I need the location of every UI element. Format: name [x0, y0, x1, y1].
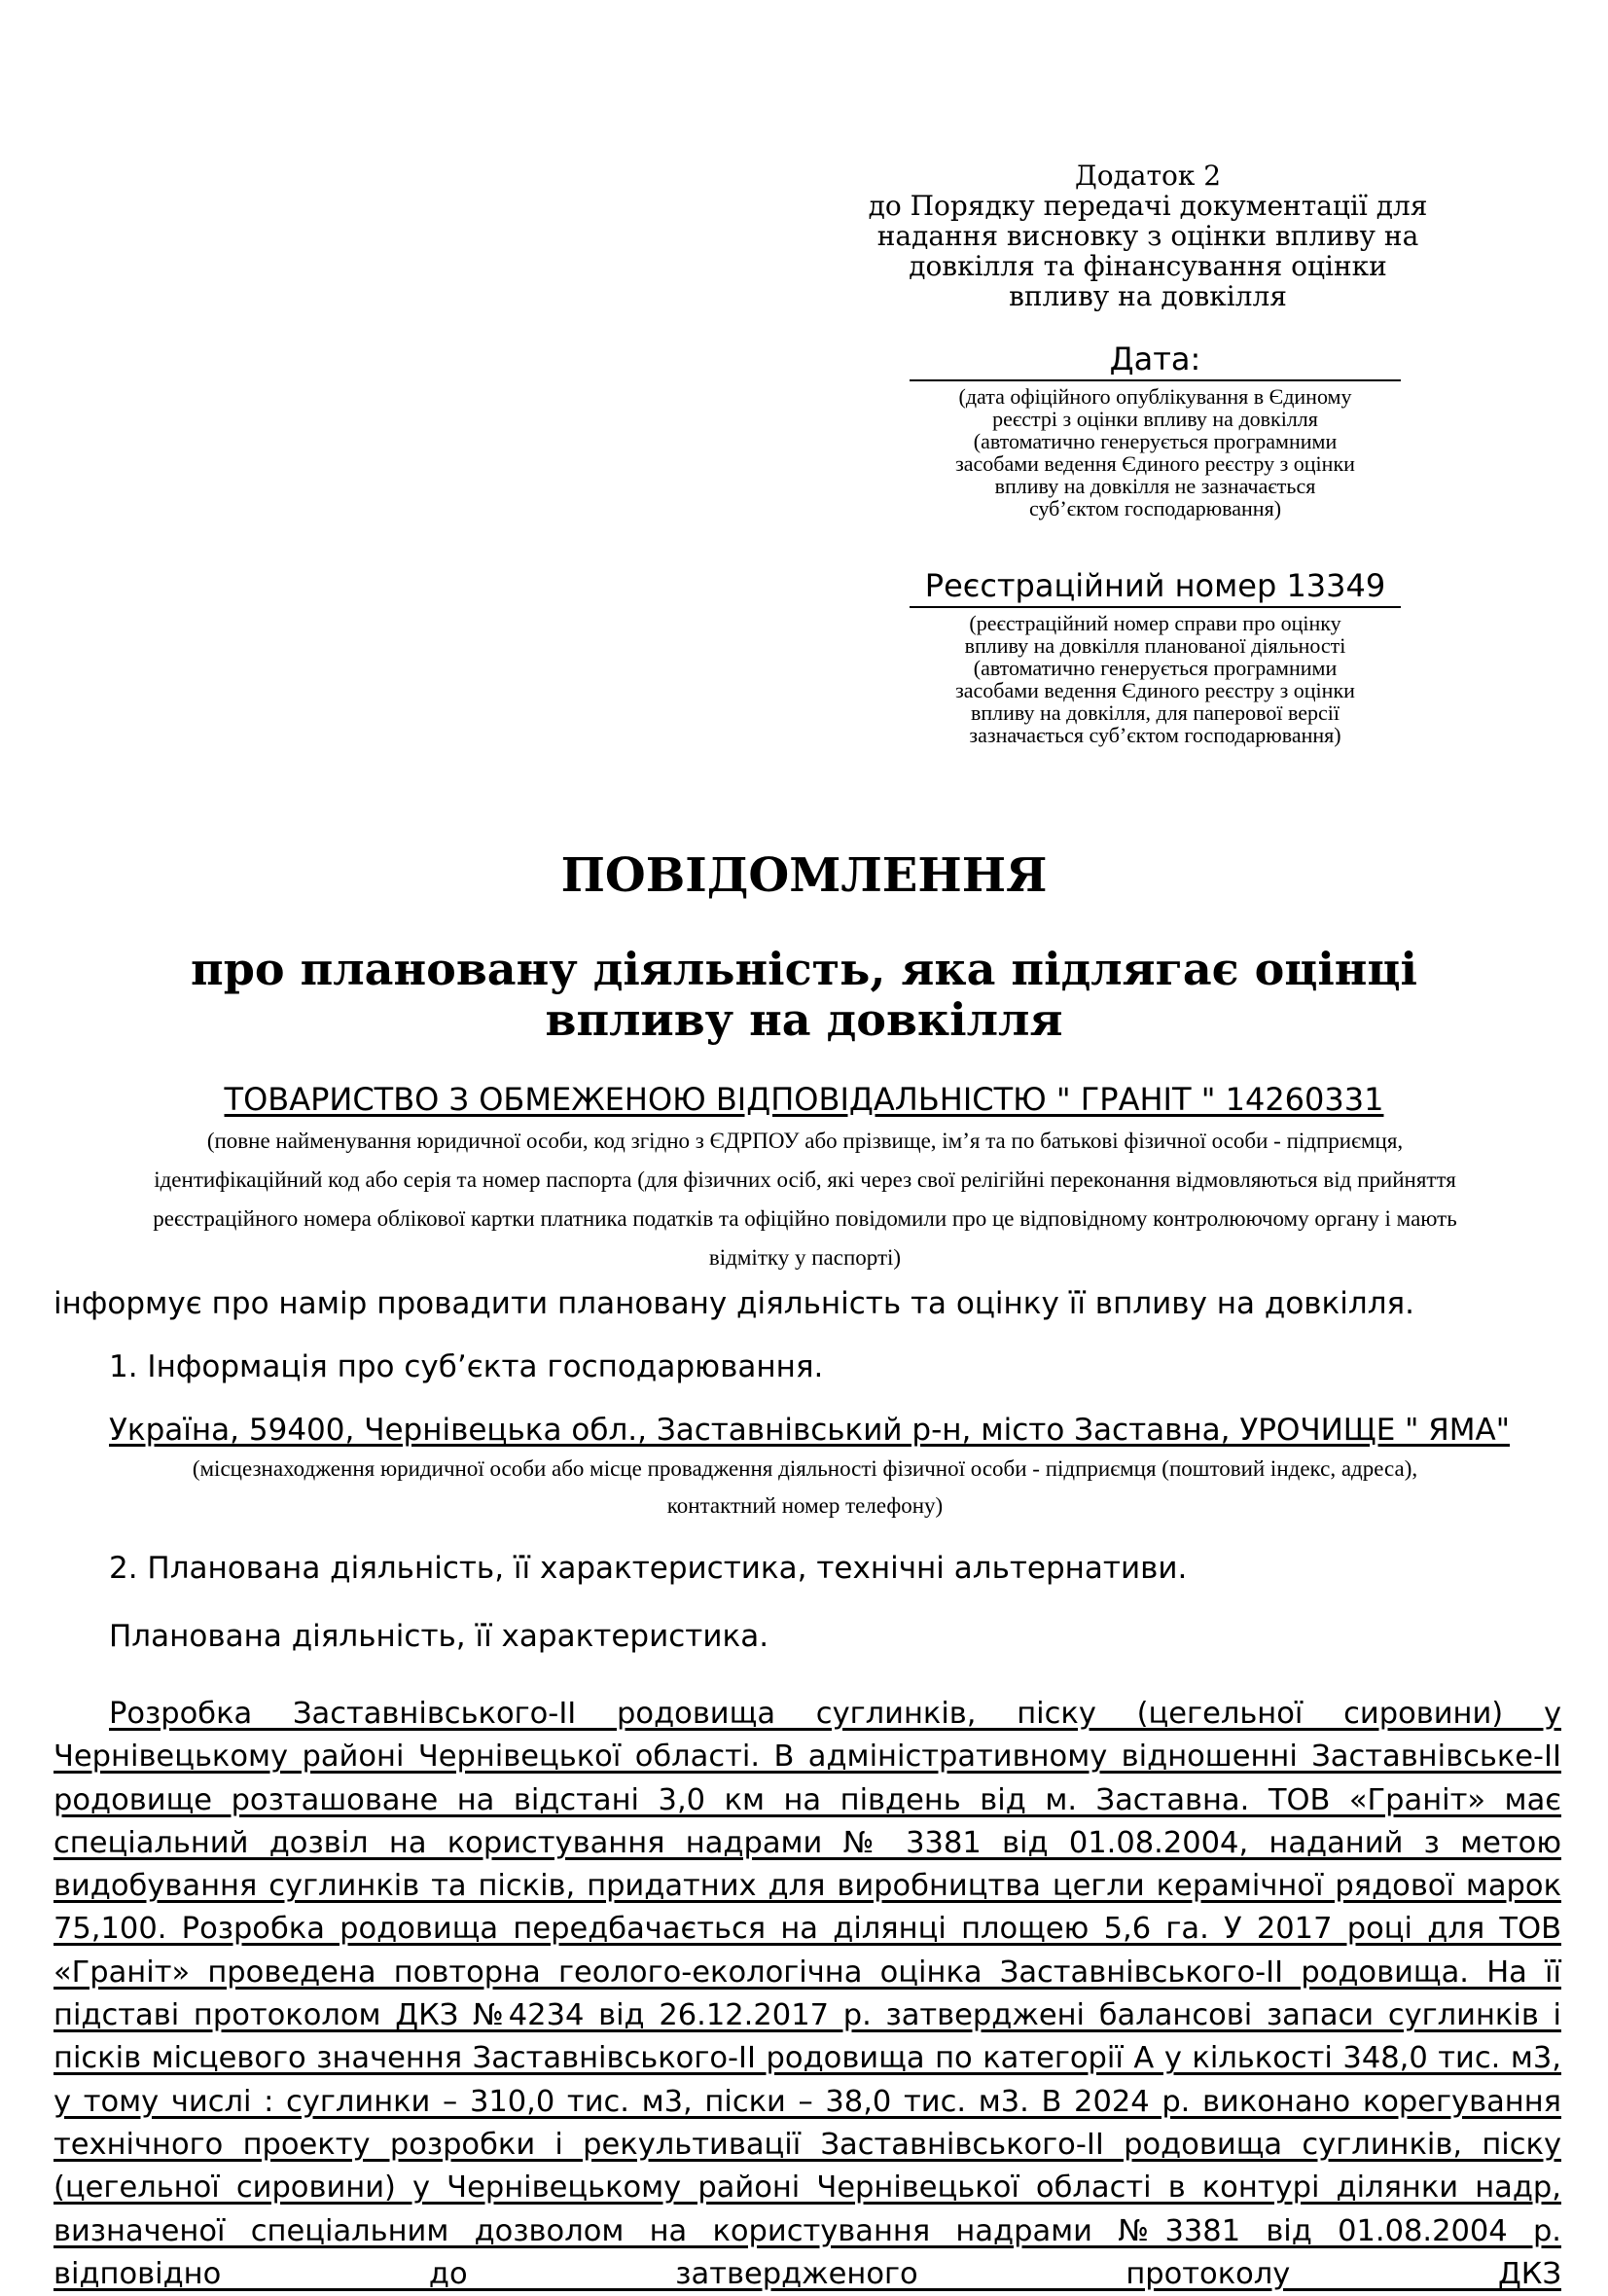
company-note-line: реєстраційного номера облікової картки платника податків та офіційно повідомили про це відповідному контролюючому органу і мають [153, 1206, 1457, 1231]
location-note [54, 1451, 1556, 1525]
registration-number: Реєстраційний номер 13349 [910, 567, 1401, 608]
activity-description [54, 1693, 1561, 2296]
company-note [54, 1122, 1556, 1277]
company-note-line: (повне найменування юридичної особи, код згідно з ЄДРПОУ або прізвище, ім’я та по батькові фізичної особи - підприємця, [206, 1129, 1404, 1153]
location-note-line: (місцезнаходження юридичної особи або місце провадження діяльності фізичної особи - підприємця (поштовий індекс, адреса), [192, 1456, 1418, 1481]
location-address: Україна, 59400, Чернівецька обл., Заставнівський р-н, місто Заставна, УРОЧИЩЕ " ЯМА" [109, 1413, 1511, 1448]
informs-statement: інформує про намір провадити плановану діяльність та оцінку її впливу на довкілля. [54, 1286, 1415, 1321]
location-line [109, 1411, 1510, 1450]
date-block [910, 341, 1401, 520]
company-note-line: ідентифікаційний код або серія та номер паспорта (для фізичних осіб, які через свої релігійні переконання відмовляються від прийняття [154, 1167, 1456, 1192]
registration-block [910, 567, 1401, 746]
date-note-line: реєстрі з оцінки впливу на довкілля [992, 407, 1318, 431]
company-name-line [0, 1080, 1608, 1119]
appendix-line: Додаток 2 [1074, 160, 1222, 192]
company-name: ТОВАРИСТВО З ОБМЕЖЕНОЮ ВІДПОВІДАЛЬНІСТЮ " ГРАНІТ " 14260331 [224, 1081, 1384, 1118]
section2-subheading: Планована діяльність, її характеристика. [109, 1619, 769, 1654]
registration-note [910, 612, 1401, 746]
registration-note-line: (автоматично генерується програмними [973, 656, 1338, 680]
date-label: Дата: [910, 341, 1401, 381]
registration-note-line: впливу на довкілля планованої діяльності [964, 633, 1346, 658]
document-title: ПОВІДОМЛЕННЯ [560, 848, 1048, 903]
section1-heading: 1. Інформація про суб’єкта господарювання. [109, 1349, 824, 1384]
document-subtitle [0, 944, 1608, 1045]
registration-note-line: засобами ведення Єдиного реєстру з оцінки [955, 678, 1355, 702]
date-note-line: (автоматично генерується програмними [973, 429, 1338, 453]
appendix-line: довкілля та фінансування оцінки [909, 250, 1387, 282]
date-note [910, 385, 1401, 520]
section2-heading: 2. Планована діяльність, її характеристика, технічні альтернативи. [109, 1551, 1188, 1586]
company-note-line: відмітку у паспорті) [708, 1245, 902, 1270]
appendix-line: впливу на довкілля [1009, 280, 1287, 312]
registration-note-line: впливу на довкілля, для паперової версії [971, 700, 1340, 725]
appendix-header [832, 161, 1464, 311]
appendix-line: до Порядку передачі документації для [868, 190, 1428, 222]
activity-description-text: Розробка Заставнівського-ІІ родовища суглинків, піску (цегельної сировини) у Чернівецькому районі Чернівецької області. В адміністративному відношенні Заставнівське-ІІ родовище розташоване на відстані 3,0 км на південь від м. Заставна. ТОВ «Граніт» має спеціальний дозвіл на користування надрами № 3381 від 01.08.2004, наданий з метою видобування суглинків та пісків, придатних для виробництва цегли керамічної рядової марок 75,100. Розробка родовища передбачається на ділянці площею 5,6 га. У 2017 році для ТОВ «Граніт» проведена повторна геолого-екологічна оцінка Заставнівського-ІІ родовища. На її підставі протоколом ДКЗ №4234 від 26.12.2017 р. затверджені балансові запаси суглинків і пісків місцевого значення Заставнівського-ІІ родовища по категорії А у кількості 348,0 тис. м3, у тому числі : суглинки – 310,0 тис. м3, піски – 38,0 тис. м3. В 2024 р. виконано корегування технічного проекту розробки і рекультивації Заставнівського-ІІ родовища суглинків, піску (цегельної сировини) у Чернівецькому районі Чернівецької області в контурі ділянки надр, визначеної спеціальним дозволом на користування надрами №3381 від 01.08.2004 р. відповідно до затвердженого протоколу ДКЗ [54, 1697, 1561, 2291]
registration-note-line: зазначається суб’єктом господарювання) [969, 723, 1341, 747]
appendix-line: надання висновку з оцінки впливу на [876, 220, 1419, 252]
subtitle-line: впливу на довкілля [545, 993, 1063, 1046]
registration-note-line: (реєстраційний номер справи про оцінку [969, 611, 1341, 635]
location-note-line: контактний номер телефону) [666, 1493, 944, 1518]
date-note-line: засобами ведення Єдиного реєстру з оцінки [955, 451, 1355, 476]
date-note-line: суб’єктом господарювання) [1028, 496, 1282, 520]
subtitle-line: про плановану діяльність, яка підлягає оцінці [191, 943, 1417, 995]
date-note-line: (дата офіційного опублікування в Єдиному [958, 384, 1352, 409]
date-note-line: впливу на довкілля не зазначається [994, 474, 1316, 498]
